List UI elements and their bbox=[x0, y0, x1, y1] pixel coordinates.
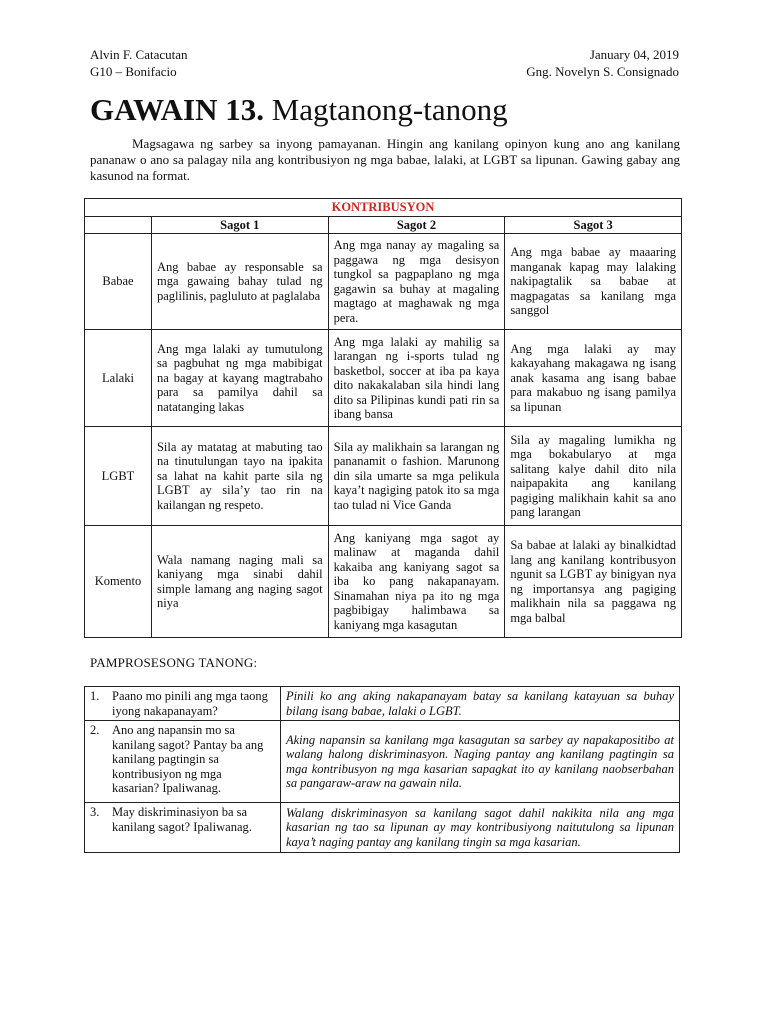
table-cell: Sila ay magaling lumikha ng mga bokabularyo at mga salitang kalye dahil dito nila naipapakita ang kanilang pagiging malikhain kahit sa ano pang larangan bbox=[505, 427, 682, 526]
teacher-name: Gng. Novelyn S. Consignado bbox=[526, 64, 679, 79]
table-cell: Ang mga babae ay maaaring manganak kapag may lalaking nakipagtalik sa babae at magpagatas sa kanilang mga sanggol bbox=[505, 234, 682, 330]
table-cell: Ang kaniyang mga sagot ay malinaw at maganda dahil kakaiba ang kaniyang sagot sa iba ko pang nakapanayam. Sinamahan niya pa ito ng mga pagbibigay halimbawa sa kaniyang mga kasagutan bbox=[328, 526, 505, 638]
title-rest: Magtanong-tanong bbox=[263, 92, 508, 127]
student-name: Alvin F. Catacutan bbox=[90, 47, 188, 62]
table-cell: Ang mga lalaki ay may kakayahang makagawa ng isang anak kasama ang isang babae para makabuo ng isang pamilya sa lipunan bbox=[505, 330, 682, 427]
instructions-paragraph: Magsagawa ng sarbey sa inyong pamayanan. Hingin ang kanilang opinyon kung ano ang kanilang pananaw o ano sa palagay nila ang kontribusiyon ng mga babae, lalaki, at LGBT sa lipunan. Gawing gabay ang kasunod na format. bbox=[90, 136, 680, 183]
header-right bbox=[526, 46, 679, 80]
table-row bbox=[85, 526, 682, 638]
answer-cell: Pinili ko ang aking nakapanayam batay sa kanilang katayuan sa buhay bilang isang babae, lalaki o LGBT. bbox=[281, 687, 680, 721]
column-header: Sagot 1 bbox=[151, 216, 328, 234]
page-title bbox=[90, 92, 508, 128]
question-cell bbox=[85, 687, 281, 721]
table-cell: Sa babae at lalaki ay binalkidtad lang ang kanilang kontribusyon ngunit sa LGBT ay binigyan nya ng importansya ang pagiging malikhain nila sa paggawa ng mga balbal bbox=[505, 526, 682, 638]
table-cell: Ang mga lalaki ay mahilig sa larangan ng i-sports tulad ng basketbol, soccer at iba pa kaya dito nakakalaban sila hindi lang dito sa Pilipinas kundi pati rin sa ibang bansa bbox=[328, 330, 505, 427]
header-left bbox=[90, 46, 188, 80]
section-label: PAMPROSESONG TANONG: bbox=[90, 655, 258, 670]
question-row bbox=[85, 803, 680, 853]
table-cell: Sila ay matatag at mabuting tao na tinutulungan tayo na ipakita sa lahat na kahit parte sila ng LGBT ay sila’y tao rin na kailangan ng respeto. bbox=[151, 427, 328, 526]
row-label: LGBT bbox=[85, 427, 152, 526]
question-text: Ano ang napansin mo sa kanilang sagot? Pantay ba ang kanilang pagtingin sa kontribusiyon ng mga kasarian? Ipaliwanag. bbox=[112, 723, 264, 795]
student-section: G10 – Bonifacio bbox=[90, 64, 177, 79]
column-header-row bbox=[85, 216, 682, 234]
table-cell: Wala namang naging mali sa kaniyang mga sinabi dahil simple lamang ang naging sagot niya bbox=[151, 526, 328, 638]
column-header: Sagot 2 bbox=[328, 216, 505, 234]
question-number: 2. bbox=[90, 723, 100, 737]
row-label: Babae bbox=[85, 234, 152, 330]
question-row bbox=[85, 687, 680, 721]
contribution-table bbox=[84, 198, 682, 638]
table-heading: KONTRIBUSYON bbox=[85, 199, 682, 217]
answer-cell: Walang diskriminasyon sa kanilang sagot dahil nakikita nila ang mga kasarian ng tao sa lipunan ay may kontribusiyong naitutulong sa lipunan kaya’t naging pantay ang kanilang tingin sa mga kasarian. bbox=[281, 803, 680, 853]
table-row bbox=[85, 234, 682, 330]
empty-header-cell bbox=[85, 216, 152, 234]
question-cell bbox=[85, 721, 281, 803]
question-number: 1. bbox=[90, 689, 100, 703]
question-text: May diskriminasiyon ba sa kanilang sagot? Ipaliwanag. bbox=[112, 805, 252, 834]
table-row bbox=[85, 330, 682, 427]
questions-table bbox=[84, 686, 680, 853]
question-number: 3. bbox=[90, 805, 100, 819]
title-bold: GAWAIN 13. bbox=[90, 92, 264, 127]
column-header: Sagot 3 bbox=[505, 216, 682, 234]
row-label: Komento bbox=[85, 526, 152, 638]
table-cell: Ang mga lalaki ay tumutulong sa pagbuhat ng mga mabibigat na bagay at kayang magtrabaho para sa pamilya dahil sa natatanging lakas bbox=[151, 330, 328, 427]
table-cell: Sila ay malikhain sa larangan ng pananamit o fashion. Marunong din sila umarte sa mga pelikula kaya’t nagiging patok ito sa mga tao tulad ni Vice Ganda bbox=[328, 427, 505, 526]
table-cell: Ang babae ay responsable sa mga gawaing bahay tulad ng paglilinis, pagluluto at paglalaba bbox=[151, 234, 328, 330]
document-date: January 04, 2019 bbox=[589, 47, 679, 62]
table-cell: Ang mga nanay ay magaling sa paggawa ng mga desisyon tungkol sa pagpaplano ng mga gagawin sa buhay at magaling magtago at maghawak ng mga pera. bbox=[328, 234, 505, 330]
row-label: Lalaki bbox=[85, 330, 152, 427]
question-row bbox=[85, 721, 680, 803]
table-row bbox=[85, 427, 682, 526]
question-cell bbox=[85, 803, 281, 853]
table-heading-row bbox=[85, 199, 682, 217]
answer-cell: Aking napansin sa kanilang mga kasagutan sa sarbey ay napakapositibo at walang halong diskriminasyon. Naging pantay ang kanilang pagtingin sa mga kontribusyon ng mga kasarian sapagkat ito ay kanilang naobserbahan sa pangaraw-araw na gawain nila. bbox=[281, 721, 680, 803]
question-text: Paano mo pinili ang mga taong iyong nakapanayam? bbox=[112, 689, 268, 718]
